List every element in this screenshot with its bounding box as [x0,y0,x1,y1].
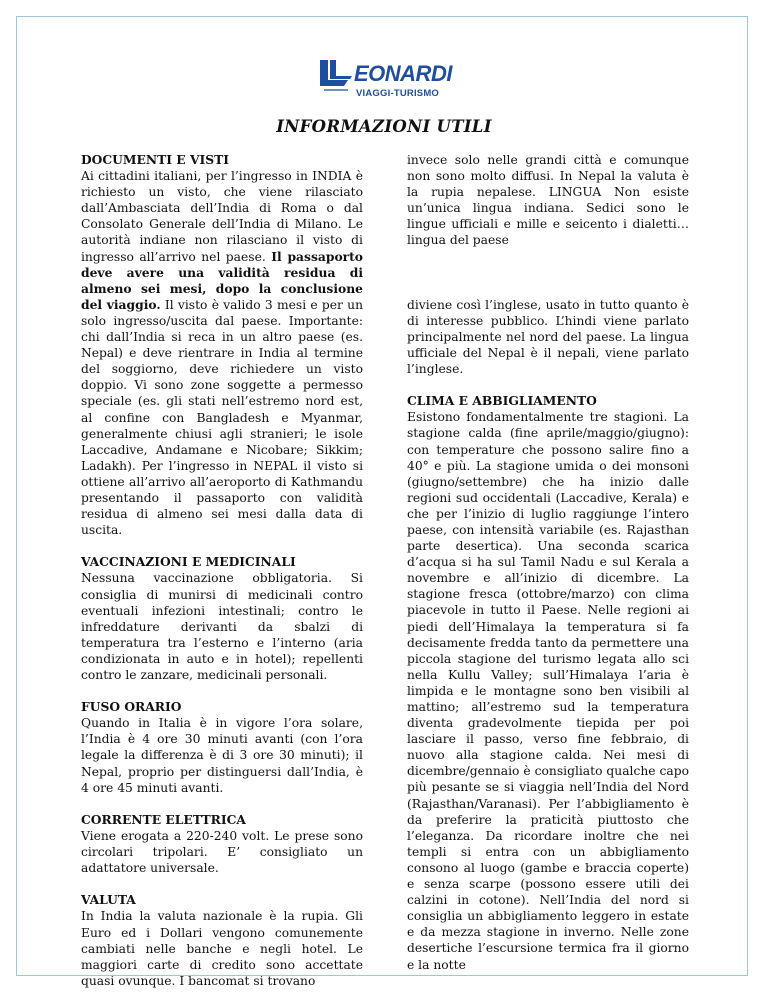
section-vaccinazioni [81,554,363,683]
section-text: Esistono fondamentalmente tre stagioni. La stagione calda (fine aprile/maggio/giugno): con temperature che possono salire fino a 40° e più. La stagione umida o dei monsoni (giugno/settembre) che ha inizio dalle regioni sud occidentali (Laccadive, Kerala) e che per l’inizio di luglio raggiunge l’intero paese, con intensità variabile (es. Rajasthan parte desertica). Una seconda scarica d’acqua si ha sul Tamil Nadu e sul Kerala a novembre e all’inizio di dicembre. La stagione fresca (ottobre/marzo) con clima piacevole in tutto il Paese. Nelle regioni ai piedi dell’Himalaya la temperatura si fa decisamente fredda tanto da permettere una piccola stagione del turismo legata allo sci nella Kullu Valley; sull’Himalaya l’aria è limpida e le montagne sono ben visibili al mattino; all’estremo sud la temperatura diventa gradevolmente tiepida per poi lasciare il passo, verso fine febbraio, di nuovo alla stagione calda. Nei mesi di dicembre/gennaio è consigliato qualche capo più pesante se si viaggia nell’India del Nord (Rajasthan/Varanasi). Per l’abbigliamento è da preferire la praticità piuttosto che l’eleganza. Da ricordare inoltre che nei templi si entra con un abbigliamento consono al luogo (gambe e braccia coperte) e senza scarpe (possono essere utili dei calzini in cotone). Nell’India del nord si consiglia un abbigliamento leggero in estate e da mezza stagione in inverno. Nelle zone desertiche l’escursione termica fra il giorno e la notte [407,410,689,972]
section-text: Nessuna vaccinazione obbligatoria. Si consiglia di munirsi di medicinali contro eventuali infezioni intestinali; contro le infreddature derivanti da sbalzi di temperatura tra l’esterno e l’interno (aria condizionata in auto e in hotel); repellenti contro le zanzare, medicinali personali. [81,571,363,682]
section-lingua [407,297,689,377]
right-column [407,152,689,989]
text-run: Il visto è valido 3 mesi e per un solo ingresso/uscita dal paese. Importante: chi dall’India si reca in un altro paese (es. Nepal) e deve rientrare in India al termine del soggiorno, deve richiedere un visto doppio. Vi sono zone soggette a permesso speciale (es. gli stati nell’estremo nord est, al confine con Bangladesh e Myanmar, generalmente chiusi agli stranieri; le isole Laccadive, Andamane e Nicobare; Sikkim; Ladakh). Per l’ingresso in NEPAL il visto si ottiene all’arrivo all’aeroporto di Kathmandu presentando il passaporto con validità residua di almeno sei mesi dalla data di uscita. [81,297,364,538]
section-heading: DOCUMENTI E VISTI [81,152,230,167]
section-heading: VACCINAZIONI E MEDICINALI [81,554,296,570]
svg-text:VIAGGI-TURISMO: VIAGGI-TURISMO [356,88,440,99]
section-corrente [81,812,363,876]
bold-text-run: Il passaporto deve avere una validità residua di almeno sei mesi, dopo la conclusione del viaggio. [81,248,364,312]
section-text [81,168,363,538]
section-heading: CLIMA E ABBIGLIAMENTO [407,393,597,409]
section-text: Viene erogata a 220-240 volt. Le prese sono circolari tripolari. E’ consigliato un adattatore universale. [81,828,363,876]
section-heading: VALUTA [81,892,136,908]
left-column [81,152,363,1005]
svg-text:EONARDI: EONARDI [354,61,452,86]
section-valuta [81,892,363,989]
section-text: In India la valuta nazionale è la rupia. Gli Euro ed i Dollari vengono comunemente cambiati nelle banche e negli hotel. Le maggiori carte di credito sono accettate quasi ovunque. I bancomat si trovano [81,909,363,988]
text-run: Ai cittadini italiani, per l’ingresso in INDIA è richiesto un visto, che viene rilasciato dall’Ambasciata dell’India di Roma o dal Consolato Generale dell’India di Milano. Le autorità indiane non rilasciano il visto di ingresso all’arrivo nel paese. [81,169,363,264]
section-fuso-orario [81,699,363,796]
document-title: INFORMAZIONI UTILI [276,117,492,136]
section-text: diviene così l’inglese, usato in tutto quanto è di interesse pubblico. L’hindi viene parlato principalmente nel nord del paese. La lingua ufficiale del Nepal è il nepali, viene parlato l’inglese. [407,297,689,377]
leonardi-logo [318,56,458,104]
section-heading: CORRENTE ELETTRICA [81,811,246,827]
logo-mark-icon [318,56,458,104]
section-valuta-continued [407,152,689,249]
section-clima [407,393,689,972]
section-documenti [81,152,363,538]
spacer [407,265,689,297]
section-text: invece solo nelle grandi città e comunque non sono molto diffusi. In Nepal la valuta è la rupia nepalese. LINGUA Non esiste un’unica lingua indiana. Sedici sono le lingue ufficiali e mille e seicento i dialetti… lingua del paese [407,153,689,248]
section-text: Quando in Italia è in vigore l’ora solare, l’India è 4 ore 30 minuti avanti (con l’ora legale la differenza è di 3 ore 30 minuti); il Nepal, proprio per distinguersi dall’India, è 4 ore 45 minuti avanti. [81,716,363,795]
section-heading: FUSO ORARIO [81,699,182,715]
